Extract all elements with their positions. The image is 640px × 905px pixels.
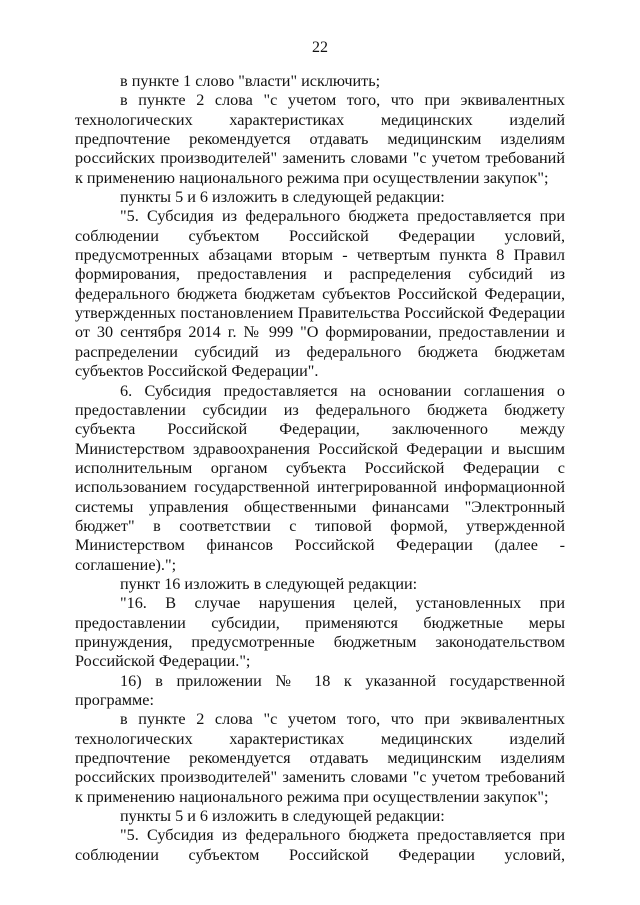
page-number: 22 [312, 39, 328, 56]
paragraph-9: в пункте 2 слова "с учетом того, что при эквивалентных технологических характеристиках медицинских изделий предпочтение рекомендуется отдавать медицинским изделиям российских производителей" заменить словами "с учетом требований к применению национального режима при осуществлении закупок"; [75, 710, 565, 806]
paragraph-7: "16. В случае нарушения целей, установленных при предоставлении субсидии, применяются бюджетные меры принуждения, предусмотренные бюджетным законодательством Российской Федерации."; [75, 594, 565, 671]
paragraph-2: в пункте 2 слова "с учетом того, что при эквивалентных технологических характеристиках медицинских изделий предпочтение рекомендуется отдавать медицинским изделиям российских производителей" заменить словами "с учетом требований к применению национального режима при осуществлении закупок"; [75, 91, 565, 187]
paragraph-1: в пункте 1 слово "власти" исключить; [120, 72, 381, 90]
paragraph-5: 6. Субсидия предоставляется на основании соглашения о предоставлении субсидии из федерального бюджета бюджету субъекта Российской Федерации, заключенного между Министерством здравоохранения Российской Федерации и высшим исполнительным органом субъекта Российской Федерации с использованием государственной интегрированной информационной системы управления общественными финансами "Электронный бюджет" в соответствии с типовой формой, утвержденной Министерством финансов Российской Федерации (далее - соглашение)."; [75, 381, 565, 574]
paragraph-3: пункты 5 и 6 изложить в следующей редакции: [120, 188, 445, 207]
document-body [75, 72, 565, 865]
paragraph-6: пункт 16 изложить в следующей редакции: [120, 574, 418, 593]
paragraph-11: "5. Субсидия из федерального бюджета предоставляется при соблюдении субъектом Российской Федерации условий, [75, 826, 565, 864]
paragraph-4: "5. Субсидия из федерального бюджета предоставляется при соблюдении субъектом Российской Федерации условий, предусмотренных абзацами вторым - четвертым пункта 8 Правил формирования, предоставления и распределения субсидий из федерального бюджета бюджетам субъектов Российской Федерации, утвержденных постановлением Правительства Российской Федерации от 30 сентября 2014 г. № 999 "О формировании, предоставлении и распределении субсидий из федерального бюджета бюджетам субъектов Российской Федерации". [75, 207, 565, 381]
paragraph-10: пункты 5 и 6 изложить в следующей редакции: [120, 807, 445, 826]
paragraph-8: 16) в приложении № 18 к указанной государственной программе: [75, 671, 565, 709]
